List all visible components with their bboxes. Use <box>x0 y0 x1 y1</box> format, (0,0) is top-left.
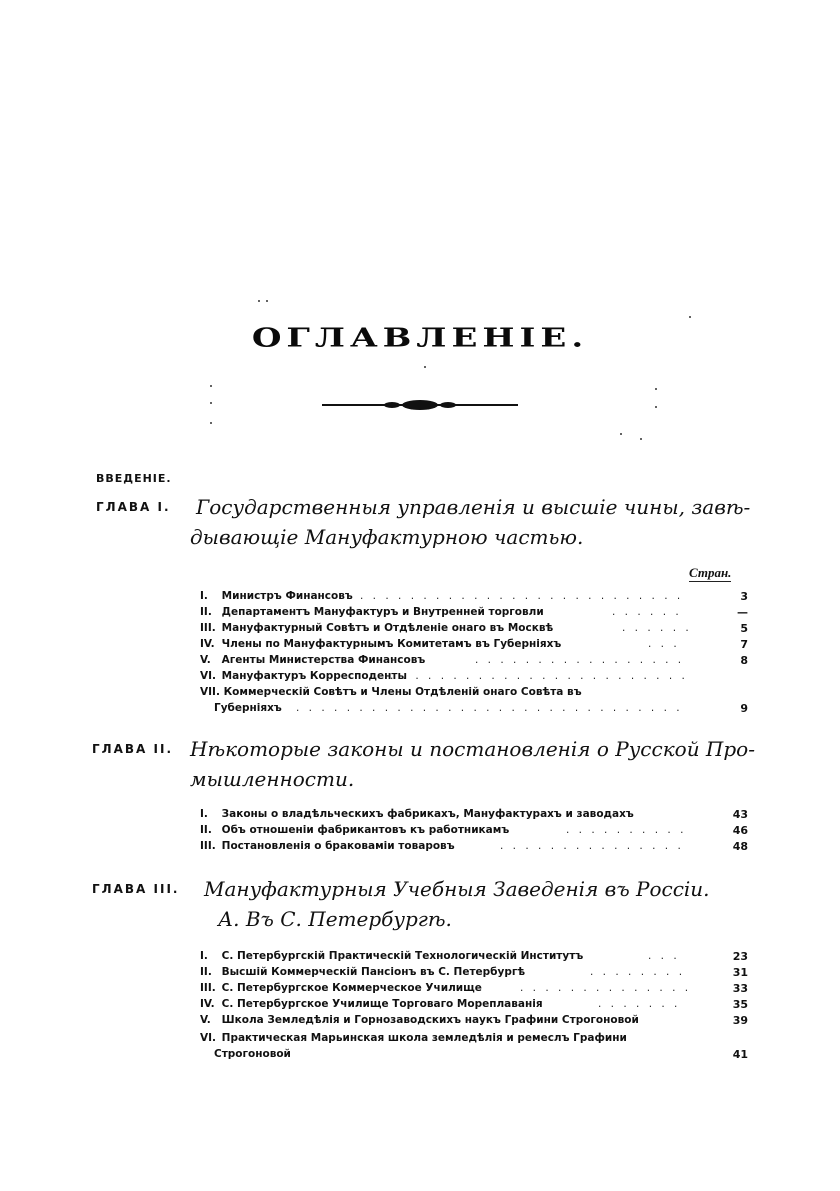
toc-entry <box>200 652 425 669</box>
print-speck <box>655 406 657 408</box>
entry-text: Департаментъ Мануфактуръ и Внутренней торговли <box>221 606 544 618</box>
toc-entry <box>200 588 353 605</box>
chapter-title-line: Мануфактурныя Учебныя Заведенія въ Россіи. <box>204 877 710 901</box>
toc-entry-continuation: Губерніяхъ <box>214 702 282 714</box>
page-column-header: Стран. <box>689 565 732 580</box>
chapter-label: ГЛАВА I. <box>96 500 171 514</box>
leader-dots: . . . . . . . . . . . . . . . <box>500 840 684 852</box>
entry-text: Коммерческій Совѣтъ и Члены Отдѣленій онаго Совѣта въ <box>223 686 582 698</box>
entry-number: III. <box>200 622 216 634</box>
print-speck <box>689 316 691 318</box>
chapter-title-line: мышленности. <box>190 767 355 791</box>
page-number: 9 <box>740 702 748 715</box>
print-speck <box>640 438 642 440</box>
entry-number: VI. <box>200 1032 217 1044</box>
chapter-title-line: Нѣкоторые законы и постановленія о Русской Про- <box>190 737 755 761</box>
entry-number: IV. <box>200 638 215 650</box>
entry-text: Высшій Коммерческій Пансіонъ въ С. Петербургѣ <box>221 966 526 978</box>
entry-text: Министръ Финансовъ <box>221 590 353 602</box>
chapter-title-line: Государственныя управленія и высшіе чины, завѣ- <box>196 495 751 519</box>
leader-dots: . . . . . . . . . . . . . . . . . . . . . . . . <box>390 670 688 682</box>
page-number: 46 <box>732 824 748 837</box>
toc-entry <box>200 822 509 839</box>
page-number: 23 <box>732 950 748 963</box>
page-title: ОГЛАВЛЕНІЕ. <box>251 322 589 354</box>
page-number: — <box>737 606 748 619</box>
entry-number: III. <box>200 982 216 994</box>
chapter-label: ГЛАВА III. <box>92 882 180 896</box>
page-number <box>708 668 748 685</box>
print-speck <box>655 388 657 390</box>
print-speck <box>620 433 622 435</box>
entry-number: II. <box>200 966 212 978</box>
page-number: 7 <box>740 638 748 651</box>
page-number: 48 <box>732 840 748 853</box>
print-speck <box>210 422 212 424</box>
toc-entry <box>200 948 583 965</box>
page-number: 3 <box>740 590 748 603</box>
leader-dots: . . . . . . . . . . . . . . . . . . . . . . . . . . <box>360 590 684 602</box>
chapter-subsection-title: А. Въ С. Петербургѣ. <box>218 907 452 931</box>
chapter-title-line: дывающіе Мануфактурною частью. <box>190 525 584 549</box>
toc-entry <box>200 996 543 1013</box>
leader-dots: . . . <box>648 638 680 650</box>
entry-text: Законы о владѣльческихъ фабрикахъ, Мануфактурахъ и заводахъ <box>221 808 634 820</box>
page-number: 8 <box>740 654 748 667</box>
entry-number: I. <box>200 808 208 820</box>
page-number: 31 <box>732 966 748 979</box>
toc-entry <box>200 668 407 685</box>
entry-number: II. <box>200 606 212 618</box>
entry-number: I. <box>200 950 208 962</box>
leader-dots: . . . . . . . . . . . . . . . . . <box>475 654 685 666</box>
page-number: 35 <box>732 998 748 1011</box>
leader-dots: . . . . . . <box>612 606 682 618</box>
entry-text: Школа Земледѣлія и Горнозаводскихъ наукъ Графини Строгоновой <box>221 1014 639 1026</box>
entry-number: V. <box>200 654 211 666</box>
print-speck <box>424 366 426 368</box>
entry-number: IV. <box>200 998 215 1010</box>
toc-entry-continuation: Строгоновой <box>214 1048 291 1060</box>
print-speck <box>210 385 212 387</box>
leader-dots: . . . . . . . . . . <box>566 824 687 836</box>
toc-entry <box>200 838 455 855</box>
leader-dots: . . . . . . . <box>598 998 681 1010</box>
page-number: 33 <box>732 982 748 995</box>
chapter-label: ГЛАВА II. <box>92 742 173 756</box>
print-speck <box>210 402 212 404</box>
page-number: 39 <box>732 1014 748 1027</box>
entry-number: V. <box>200 1014 211 1026</box>
intro-heading: ВВЕДЕНІЕ. <box>96 472 172 485</box>
toc-entry <box>200 1012 639 1029</box>
toc-entry <box>200 604 544 621</box>
entry-number: II. <box>200 824 212 836</box>
leader-dots: . . . . . . . . . . . . . . <box>520 982 692 994</box>
toc-entry <box>200 980 482 997</box>
toc-entry <box>200 684 582 701</box>
ornamental-divider <box>320 397 520 413</box>
page-number: 43 <box>732 808 748 821</box>
entry-text: С. Петербургскій Практическій Технологическій Институтъ <box>221 950 584 962</box>
print-speck <box>266 300 268 302</box>
entry-text: Постановленія о браковаміи товаровъ <box>221 840 455 852</box>
entry-text: С. Петербургское Училище Торговаго Мореплаванія <box>221 998 543 1010</box>
toc-entry <box>200 806 634 823</box>
page-number: 5 <box>740 622 748 635</box>
toc-entry <box>200 636 561 653</box>
entry-number: I. <box>200 590 208 602</box>
entry-number: VII. <box>200 686 220 698</box>
entry-text: Мануфактурный Совѣтъ и Отдѣленіе онаго въ Москвѣ <box>221 622 554 634</box>
toc-entry <box>200 1030 627 1047</box>
leader-dots: . . . . . . . . <box>590 966 686 978</box>
entry-text: Объ отношеніи фабрикантовъ къ работникамъ <box>221 824 510 836</box>
entry-text: Мануфактуръ Корресподенты <box>221 670 407 682</box>
leader-dots: . . . <box>648 950 680 962</box>
entry-text: Практическая Марьинская школа земледѣлія и ремеслъ Графини <box>221 1032 627 1044</box>
entry-text: Члены по Мануфактурнымъ Комитетамъ въ Губерніяхъ <box>221 638 562 650</box>
print-speck <box>258 300 260 302</box>
toc-entry <box>200 620 553 637</box>
toc-entry <box>200 964 525 981</box>
page-number: 41 <box>732 1048 748 1061</box>
leader-dots: . . . . . . . . . . . . . . . . . . . . . . . . . . . . . . . <box>296 702 683 714</box>
entry-text: С. Петербургское Коммерческое Училище <box>221 982 482 994</box>
leader-dots: . . . . . . <box>622 622 692 634</box>
entry-number: VI. <box>200 670 217 682</box>
entry-text: Агенты Министерства Финансовъ <box>221 654 426 666</box>
entry-number: III. <box>200 840 216 852</box>
